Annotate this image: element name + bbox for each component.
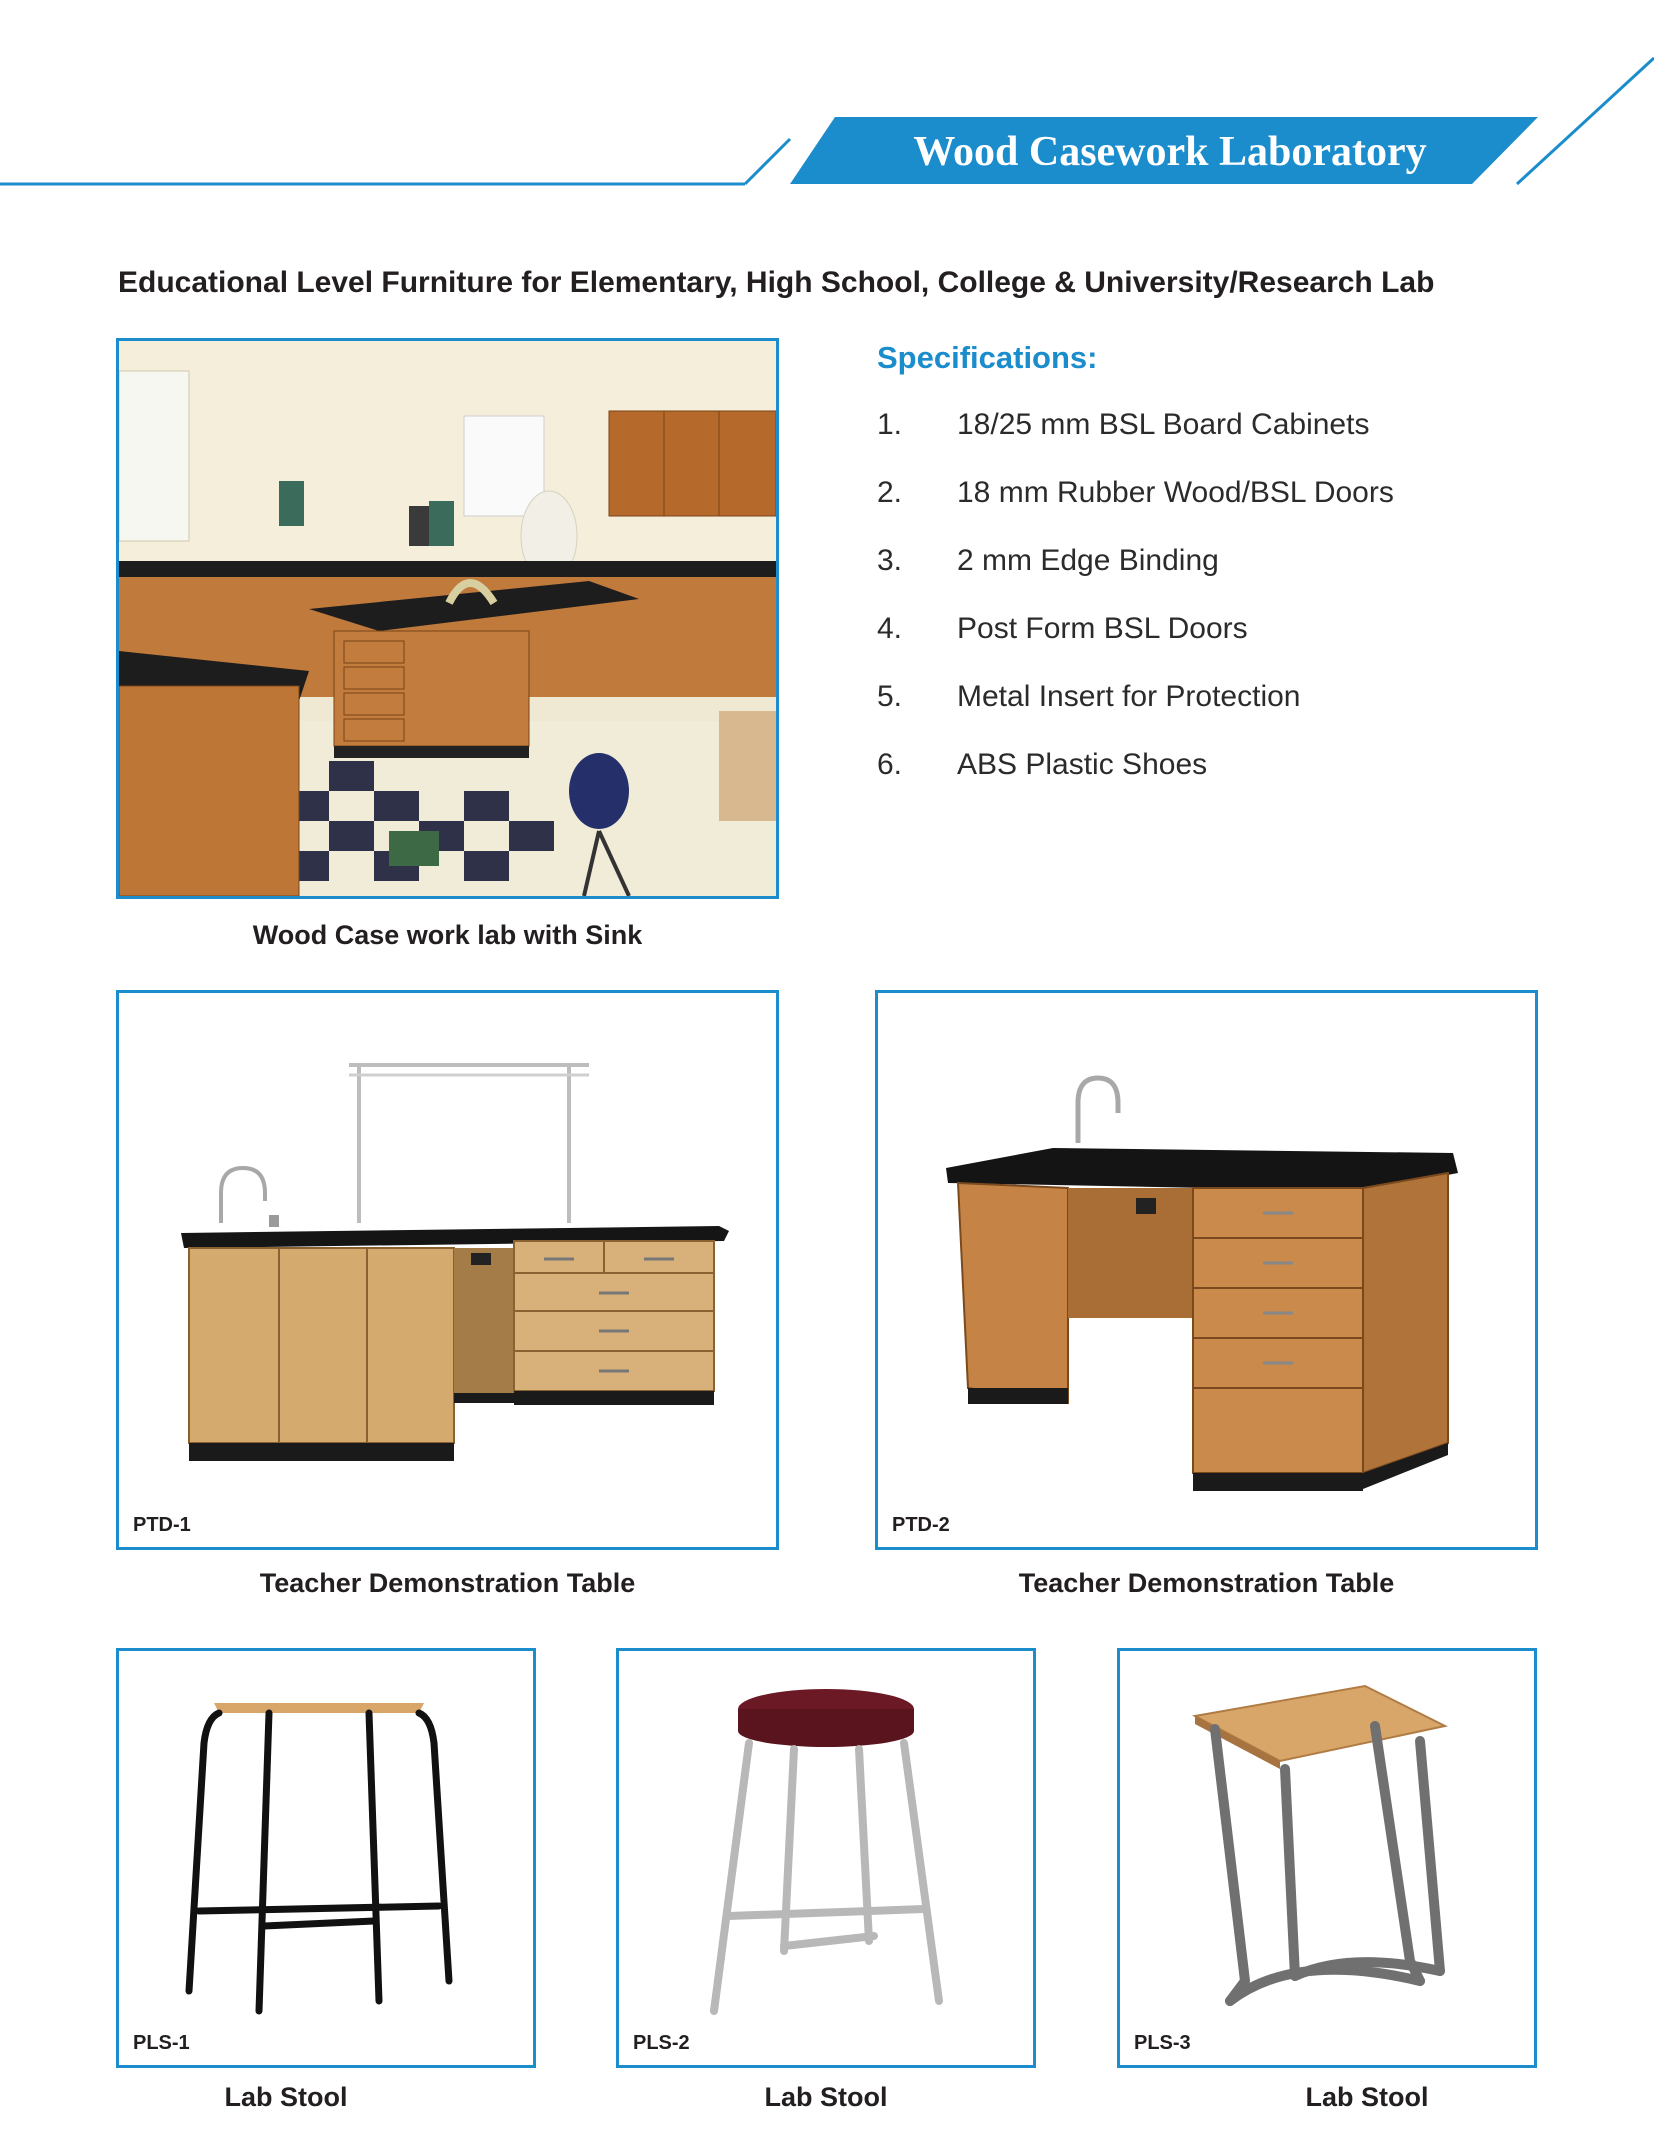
pls3-stool-illustration — [1120, 1651, 1534, 2065]
spec-number: 4. — [877, 612, 903, 645]
ptd2-photo-frame — [875, 990, 1538, 1550]
ptd2-table-illustration — [878, 993, 1535, 1547]
spec-item — [877, 476, 1394, 544]
pls3-photo-frame — [1117, 1648, 1537, 2068]
product-code: PLS-3 — [1134, 2032, 1191, 2054]
page-title: Wood Casework Laboratory — [913, 129, 1427, 175]
pls2-photo-frame — [616, 1648, 1036, 2068]
specifications-heading: Specifications: — [877, 340, 1098, 375]
lab-room-caption: Wood Case work lab with Sink — [252, 920, 643, 950]
spec-number: 6. — [877, 748, 903, 781]
product-code: PLS-1 — [133, 2032, 190, 2054]
spec-text: 18/25 mm BSL Board Cabinets — [957, 408, 1370, 441]
spec-number: 2. — [877, 476, 903, 509]
product-code: PTD-2 — [892, 1514, 950, 1536]
ptd1-caption: Teacher Demonstration Table — [259, 1568, 636, 1598]
ptd1-photo-frame — [116, 990, 779, 1550]
spec-text: Metal Insert for Protection — [957, 680, 1301, 713]
pls3-caption: Lab Stool — [1305, 2082, 1429, 2112]
lab-room-photo-frame — [116, 338, 779, 899]
pls1-caption: Lab Stool — [224, 2082, 348, 2112]
specifications-list — [877, 408, 1394, 816]
pls1-stool-illustration — [119, 1651, 533, 2065]
product-code: PLS-2 — [633, 2032, 690, 2054]
page-subtitle: Educational Level Furniture for Elementary, High School, College & University/Research Lab — [118, 266, 1435, 299]
spec-text: ABS Plastic Shoes — [957, 748, 1208, 781]
spec-number: 1. — [877, 408, 903, 441]
spec-number: 3. — [877, 544, 903, 577]
pls2-stool-illustration — [619, 1651, 1033, 2065]
spec-item — [877, 612, 1394, 680]
ptd2-caption: Teacher Demonstration Table — [1018, 1568, 1395, 1598]
product-code: PTD-1 — [133, 1514, 191, 1536]
ptd1-table-illustration — [119, 993, 776, 1547]
spec-text: 2 mm Edge Binding — [957, 544, 1219, 577]
spec-item — [877, 748, 1394, 816]
spec-text: 18 mm Rubber Wood/BSL Doors — [957, 476, 1394, 509]
spec-item — [877, 544, 1394, 612]
spec-number: 5. — [877, 680, 903, 713]
pls2-caption: Lab Stool — [764, 2082, 888, 2112]
lab-room-illustration — [119, 341, 776, 896]
spec-item — [877, 408, 1394, 476]
pls1-photo-frame — [116, 1648, 536, 2068]
spec-item — [877, 680, 1394, 748]
spec-text: Post Form BSL Doors — [957, 612, 1248, 645]
